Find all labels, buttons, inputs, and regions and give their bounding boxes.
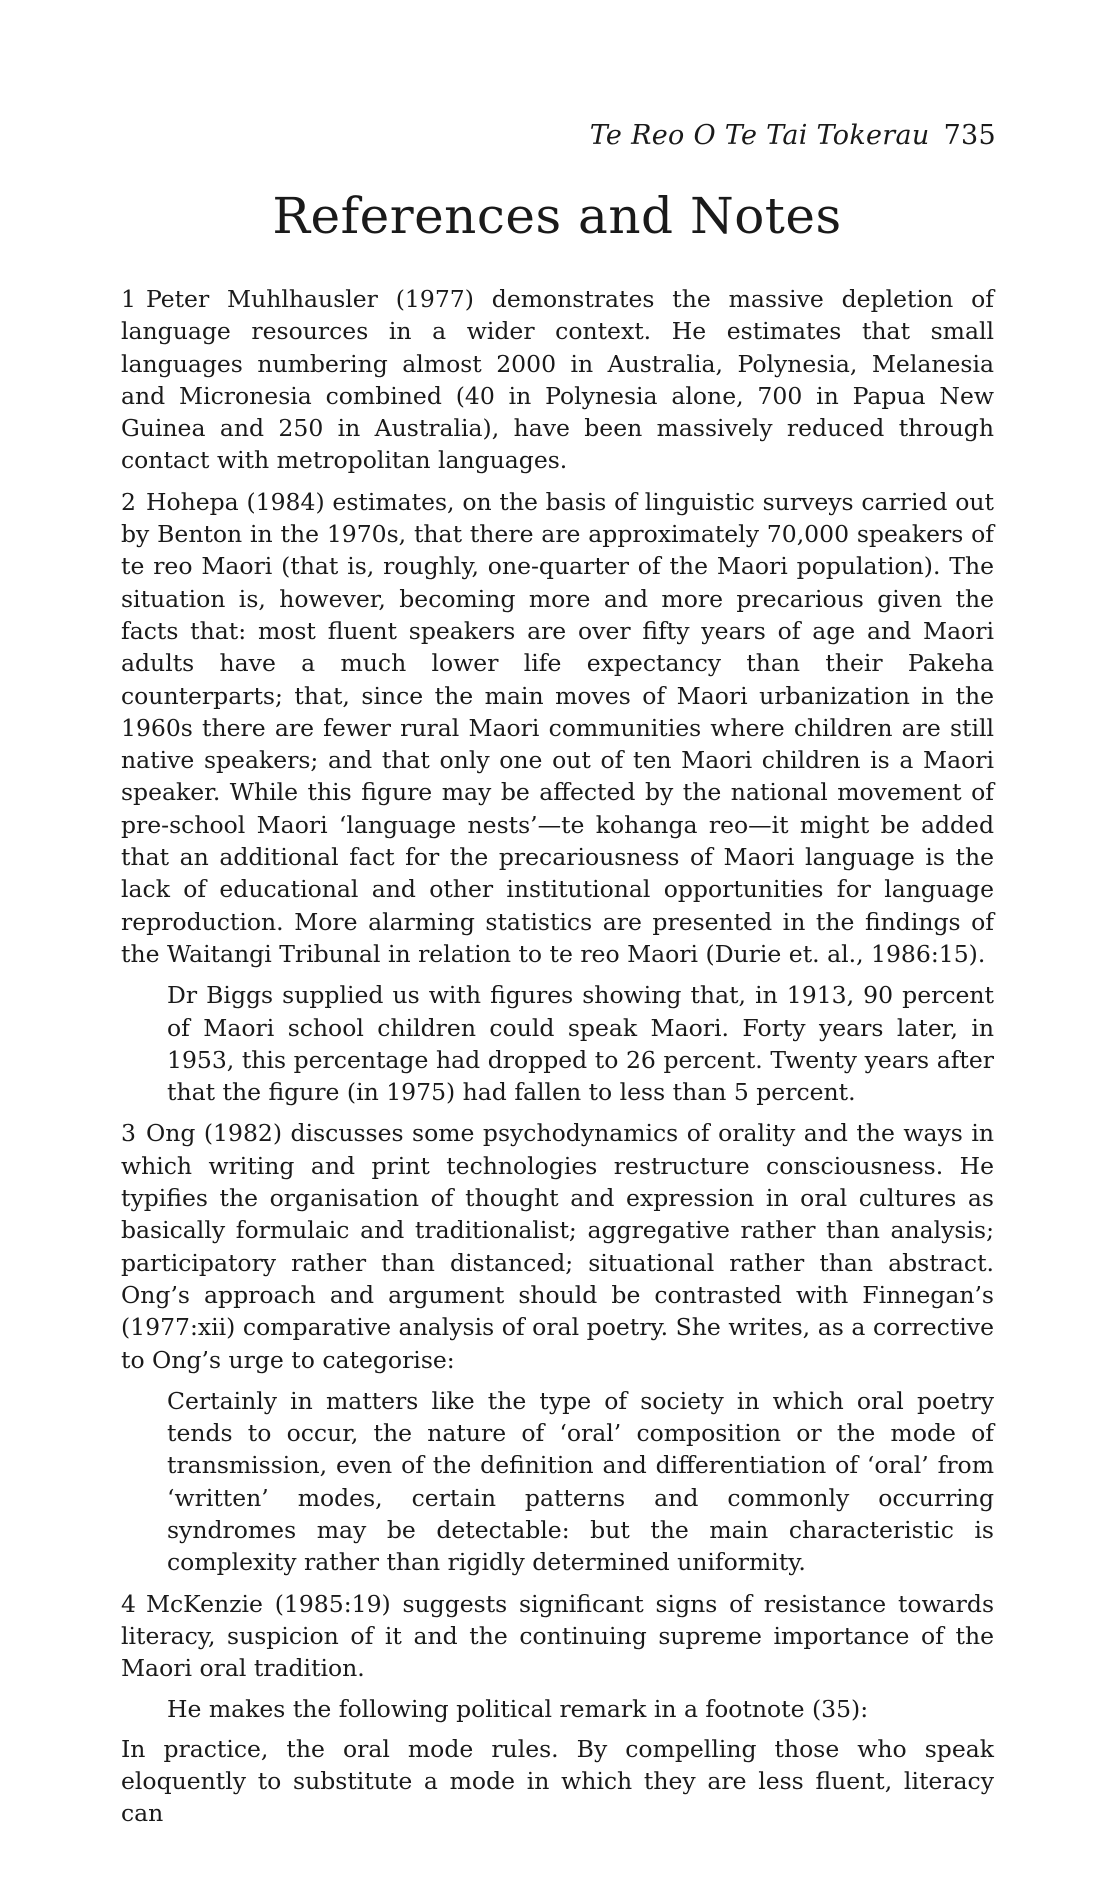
note-number: 1 — [121, 285, 136, 313]
note-number: 4 — [121, 1589, 136, 1618]
running-head-title: Te Reo O Te Tai Tokerau — [589, 120, 930, 151]
section-heading: References and Notes — [272, 187, 842, 245]
note-number: 3 — [121, 1119, 136, 1148]
page-number: 735 — [943, 120, 996, 151]
notes-body — [121, 283, 994, 1830]
note-text: McKenzie (1985:19) suggests significant signs of resistance towards literacy, suspicion of it and the continuing supreme importance of the Maori oral tradition. — [121, 1589, 994, 1683]
running-head — [590, 120, 996, 151]
note-2 — [121, 486, 994, 970]
note-4 — [121, 1588, 994, 1685]
note-3 — [121, 1117, 994, 1375]
note-text: Hohepa (1984) estimates, on the basis of linguistic surveys carried out by Benton in the 1970s, that there are approximately 70,000 speakers of te reo Maori (that is, roughly, one-quarter of the Maori population). The situation is, however, becoming more and more precarious given the facts that: most fluent speakers are over fifty years of age and Maori adults have a much lower life expectancy than their Pakeha counterparts; that, since the main moves of Maori urbanization in the 1960s there are fewer rural Maori communities where children are still native speakers; and that only one out of ten Maori children is a Maori speaker. While this figure may be affected by the national movement of pre-school Maori ‘language nests’—te kohanga reo—it might be added that an additional fact for the precariousness of Maori language is the lack of educational and other institutional opportunities for language reproduction. More alarming statistics are presented in the findings of the Waitangi Tribunal in relation to te reo Maori (Durie et. al., 1986:15). — [121, 487, 994, 968]
note-4-continuation: In practice, the oral mode rules. By compelling those who speak eloquently to substitute a mode in which they are less fluent, literacy can — [121, 1734, 994, 1828]
note-text: Ong (1982) discusses some psychodynamics of orality and the ways in which writing and print technologies restructure consciousness. He typifies the organisation of thought and expression in oral cultures as basically formulaic and traditionalist; aggregative rather than analysis; participatory rather than distanced; situational rather than abstract. Ong’s approach and argument should be contrasted with Finnegan’s (1977:xii) comparative analysis of oral poetry. She writes, as a corrective to Ong’s urge to categorise: — [121, 1119, 994, 1374]
block-quote-finnegan: Certainly in matters like the type of society in which oral poetry tends to occur, the nature of ‘oral’ composition or the mode of transmission, even of the definition and differentiation of ‘oral’ from ‘written’ modes, certain patterns and commonly occurring syndromes may be detectable: but the main characteristic is complexity rather than rigidly determined uniformity. — [167, 1386, 994, 1577]
block-quote-biggs: Dr Biggs supplied us with figures showing that, in 1913, 90 percent of Maori school children could speak Maori. Forty years later, in 1953, this percentage had dropped to 26 percent. Twenty years after that the figure (in 1975) had fallen to less than 5 percent. — [167, 981, 994, 1107]
note-text: Peter Muhlhausler (1977) demonstrates the massive depletion of language resources in a wider context. He estimates that small languages numbering almost 2000 in Australia, Polynesia, Melanesia and Micronesia combined (40 in Polynesia alone, 700 in Papua New Guinea and 250 in Australia), have been massively reduced through contact with metropolitan languages. — [121, 285, 994, 475]
note-1 — [121, 283, 994, 477]
note-number: 2 — [121, 487, 136, 516]
note-4-followup: He makes the following political remark in a footnote (35): — [167, 1695, 869, 1724]
